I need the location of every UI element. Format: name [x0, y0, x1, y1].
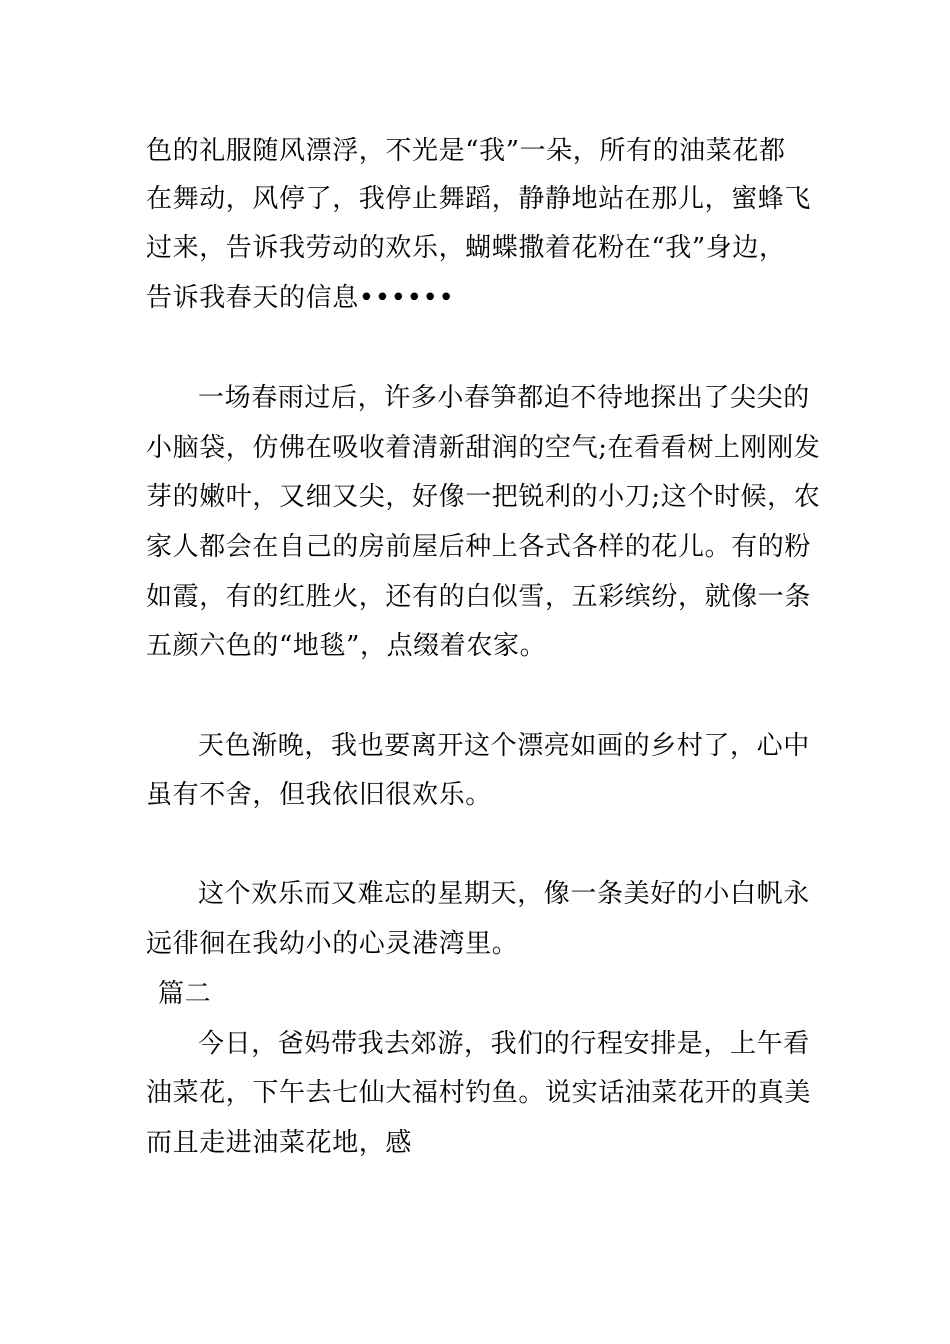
paragraph-line: 芽的嫩叶，又细又尖，好像一把锐利的小刀;这个时候，农 [146, 482, 821, 512]
paragraph-line: 如霞，有的红胜火，还有的白似雪，五彩缤纷，就像一条 [146, 582, 812, 612]
paragraph-line: 告诉我春天的信息•••••• [146, 283, 455, 313]
paragraph-line: 今日，爸妈带我去郊游，我们的行程安排是，上午看 [198, 1029, 810, 1059]
paragraph-line: 远徘徊在我幼小的心灵港湾里。 [146, 929, 519, 959]
paragraph-line: 五颜六色的“地毯”，点缀着农家。 [146, 631, 547, 661]
paragraph-line: 油菜花，下午去七仙大福村钓鱼。说实话油菜花开的真美 [146, 1078, 812, 1108]
paragraph-line: 在舞动，风停了，我停止舞蹈，静静地站在那儿，蜜蜂飞 [146, 184, 812, 214]
paragraph-line: 过来，告诉我劳动的欢乐，蝴蝶撒着花粉在“我”身边， [146, 233, 786, 263]
section-heading: 篇二 [158, 979, 212, 1009]
paragraph-line: 这个欢乐而又难忘的星期天，像一条美好的小白帆永 [198, 879, 810, 909]
paragraph-line: 家人都会在自己的房前屋后种上各式各样的花儿。有的粉 [146, 532, 812, 562]
paragraph-line: 天色渐晚，我也要离开这个漂亮如画的乡村了，心中 [198, 731, 810, 761]
paragraph-line: 虽有不舍，但我依旧很欢乐。 [146, 780, 492, 810]
paragraph-line: 色的礼服随风漂浮，不光是“我”一朵，所有的油菜花都 [146, 136, 786, 166]
paragraph-line: 一场春雨过后，许多小春笋都迫不待地探出了尖尖的 [198, 383, 810, 413]
paragraph-line: 小脑袋，仿佛在吸收着清新甜润的空气;在看看树上刚刚发 [146, 433, 821, 463]
paragraph-line: 而且走进油菜花地，感 [146, 1128, 413, 1158]
